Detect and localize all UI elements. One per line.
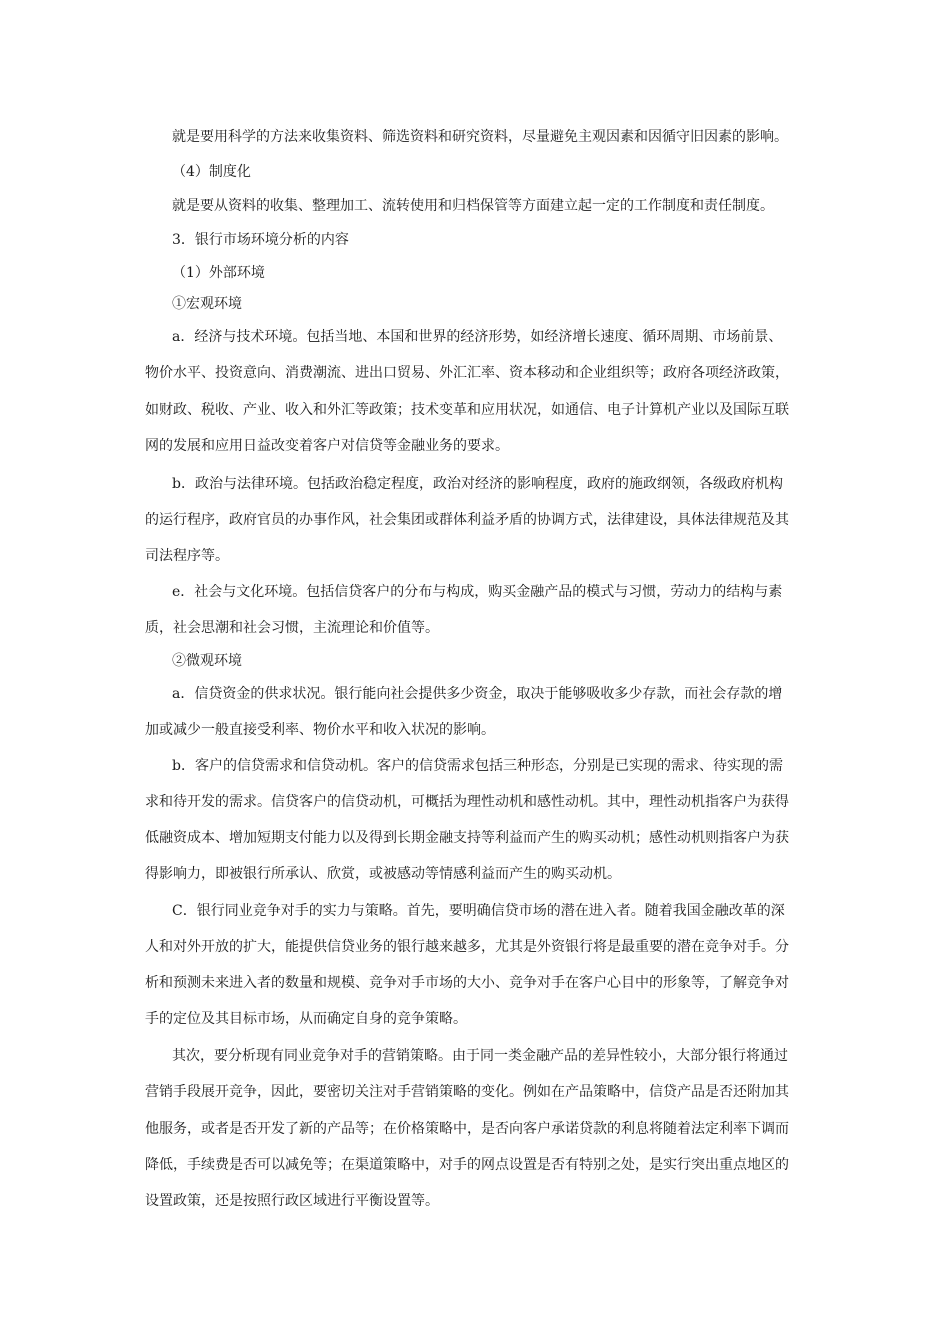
text-line: 其次，要分析现有同业竞争对手的营销策略。由于同一类金融产品的差异性较小，大部分银行将通过 [172,1048,788,1064]
text-line: 就是要从资料的收集、整理加工、流转使用和归档保管等方面建立起一定的工作制度和责任制度。 [172,198,774,214]
text-line: 手的定位及其目标市场，从而确定自身的竞争策略。 [145,1011,467,1027]
section-heading: （1）外部环境 [172,265,265,281]
text-line: 人和对外开放的扩大，能提供信贷业务的银行越来越多，尤其是外资银行将是最重要的潜在竞争对手。分 [145,939,789,955]
section-heading: ②微观环境 [172,653,242,669]
text-line: 析和预测未来进入者的数量和规模、竞争对手市场的大小、竞争对手在客户心目中的形象等，了解竞争对 [145,975,789,991]
section-heading: 3．银行市场环境分析的内容 [172,232,349,248]
text-line: 低融资成本、增加短期支付能力以及得到长期金融支持等利益而产生的购买动机；感性动机则指客户为获 [145,830,789,846]
section-heading: ①宏观环境 [172,296,242,312]
text-line: 加或减少一般直接受利率、物价水平和收入状况的影响。 [145,722,495,738]
text-line: 得影响力，即被银行所承认、欣赏，或被感动等情感利益而产生的购买动机。 [145,866,621,882]
text-line: 降低，手续费是否可以减免等；在渠道策略中，对手的网点设置是否有特别之处，是实行突出重点地区的 [145,1157,789,1173]
text-line: 营销手段展开竞争，因此，要密切关注对手营销策略的变化。例如在产品策略中，信贷产品是否还附加其 [145,1084,789,1100]
text-line: 设置政策，还是按照行政区域进行平衡设置等。 [145,1193,439,1209]
text-line: 就是要用科学的方法来收集资料、筛选资料和研究资料，尽量避免主观因素和因循守旧因素的影响。 [172,129,788,145]
text-line: 物价水平、投资意向、消费潮流、进出口贸易、外汇汇率、资本移动和企业组织等；政府各项经济政策， [145,365,789,381]
text-line: a．信贷资金的供求状况。银行能向社会提供多少资金，取决于能够吸收多少存款，而社会存款的增 [172,686,783,702]
text-line: 的运行程序，政府官员的办事作风，社会集团或群体利益矛盾的协调方式，法律建设，具体法律规范及其 [145,512,789,528]
text-line: 网的发展和应用日益改变着客户对信贷等金融业务的要求。 [145,438,509,454]
text-line: 他服务，或者是否开发了新的产品等；在价格策略中，是否向客户承诺贷款的利息将随着法定利率下调而 [145,1121,789,1137]
text-line: b．客户的信贷需求和信贷动机。客户的信贷需求包括三种形态，分别是已实现的需求、待实现的需 [172,758,783,774]
text-line: 质，社会思潮和社会习惯，主流理论和价值等。 [145,620,439,636]
text-line: 求和待开发的需求。信贷客户的信贷动机，可概括为理性动机和感性动机。其中，理性动机指客户为获得 [145,794,789,810]
section-heading: （4）制度化 [172,164,251,180]
text-line: b．政治与法律环境。包括政治稳定程度，政治对经济的影响程度，政府的施政纲领，各级政府机构 [172,476,783,492]
text-line: 司法程序等。 [145,548,229,564]
text-line: a．经济与技术环境。包括当地、本国和世界的经济形势，如经济增长速度、循环周期、市场前景、 [172,329,783,345]
text-line: C．银行同业竞争对手的实力与策略。首先，要明确信贷市场的潜在进入者。随着我国金融改革的深 [172,903,785,919]
text-line: e．社会与文化环境。包括信贷客户的分布与构成，购买金融产品的模式与习惯，劳动力的结构与素 [172,584,783,600]
text-line: 如财政、税收、产业、收入和外汇等政策；技术变革和应用状况，如通信、电子计算机产业以及国际互联 [145,402,789,418]
